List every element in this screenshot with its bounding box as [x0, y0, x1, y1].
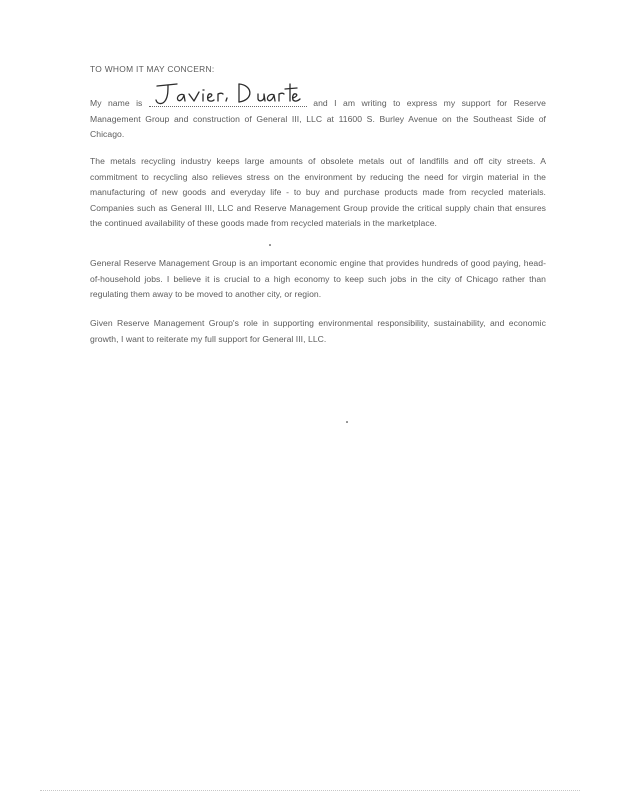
scan-edge-noise [40, 788, 580, 791]
paragraph-jobs: General Reserve Management Group is an important economic engine that provides hundreds of good paying, head-of-household jobs. I believe it is crucial to a high economy to keep such jobs in the city of Chicago rather than regulating them away to be moved to another city, or region. [90, 258, 546, 300]
intro-suffix: and I am writing to express my support for Reserve Management Group and construction of General III, LLC at 11600 S. Burley Avenue on the Southeast Side of Chicago. [90, 98, 546, 140]
signature-field [149, 96, 307, 106]
scan-speck [346, 421, 348, 423]
handwritten-signature [151, 80, 307, 108]
scan-speck [269, 244, 271, 246]
intro-prefix: My name is [90, 98, 143, 108]
paragraph-intro [90, 96, 546, 143]
paragraph-recycling: The metals recycling industry keeps large amounts of obsolete metals out of landfills and off city streets. A commitment to recycling also relieves stress on the environment by reducing the need for virgin material in the manufacturing of new goods and everyday life - to buy and purchase products made from recycled materials. Companies such as General III, LLC and Reserve Management Group provide the critical supply chain that ensures the continued availability of these goods made from recycled materials in the marketplace. [90, 156, 546, 229]
salutation: TO WHOM IT MAY CONCERN: [90, 64, 215, 74]
paragraph-closing: Given Reserve Management Group's role in supporting environmental responsibility, sustainability, and economic growth, I want to reiterate my full support for General III, LLC. [90, 318, 546, 344]
